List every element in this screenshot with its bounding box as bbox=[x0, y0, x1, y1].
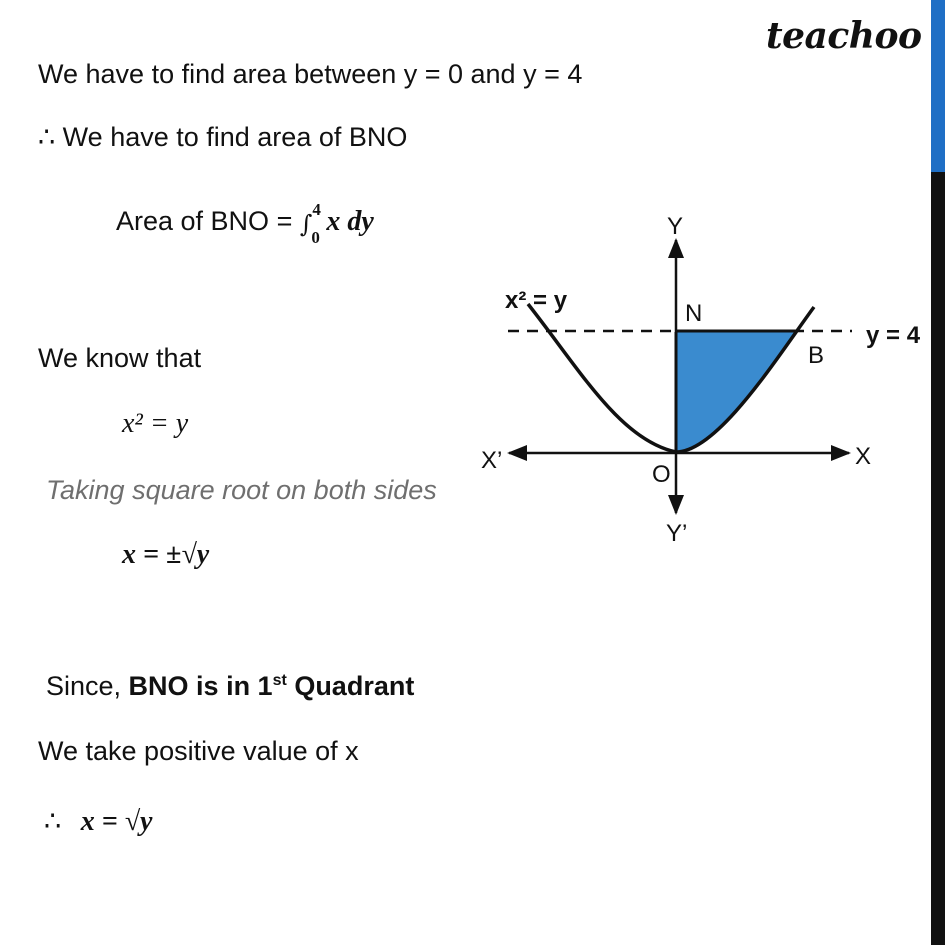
integral-lower-limit: 0 bbox=[311, 228, 320, 247]
area-label: Area of BNO = bbox=[116, 206, 300, 236]
line-find-area: We have to find area between y = 0 and y = 4 bbox=[38, 59, 583, 89]
curve-label: x² = y bbox=[505, 287, 568, 314]
shaded-region-bno bbox=[676, 332, 796, 452]
label-o: O bbox=[652, 461, 671, 488]
line-find-bno: ∴ We have to find area of BNO bbox=[38, 122, 408, 152]
since-bold: BNO is in 1 bbox=[128, 671, 273, 701]
line-we-know: We know that bbox=[38, 343, 202, 373]
line-label: y = 4 bbox=[866, 322, 921, 349]
label-y-prime: Y’ bbox=[666, 520, 688, 547]
label-b: B bbox=[808, 342, 825, 369]
equation-x-pm-root: x = ±√y bbox=[122, 539, 210, 570]
line-positive: We take positive value of x bbox=[38, 736, 359, 766]
integrand: x dy bbox=[326, 206, 374, 237]
equation-x-squared: x² = y bbox=[122, 408, 189, 439]
equation-final: x = √y bbox=[80, 806, 153, 837]
integral-upper-limit: 4 bbox=[312, 200, 321, 219]
label-x-prime: X’ bbox=[481, 447, 503, 474]
parabola-curve bbox=[528, 304, 814, 452]
label-x: X bbox=[855, 443, 872, 470]
therefore-symbol: ∴ bbox=[44, 806, 62, 836]
label-n: N bbox=[685, 300, 703, 327]
label-y: Y bbox=[667, 213, 684, 240]
since-bold-end: Quadrant bbox=[286, 671, 415, 701]
since-sup: st bbox=[272, 672, 287, 689]
teachoo-logo: teachoo bbox=[766, 15, 922, 57]
line-taking-root: Taking square root on both sides bbox=[46, 475, 437, 505]
integral-sign: ∫ bbox=[299, 210, 313, 238]
since-prefix: Since, bbox=[46, 671, 129, 701]
